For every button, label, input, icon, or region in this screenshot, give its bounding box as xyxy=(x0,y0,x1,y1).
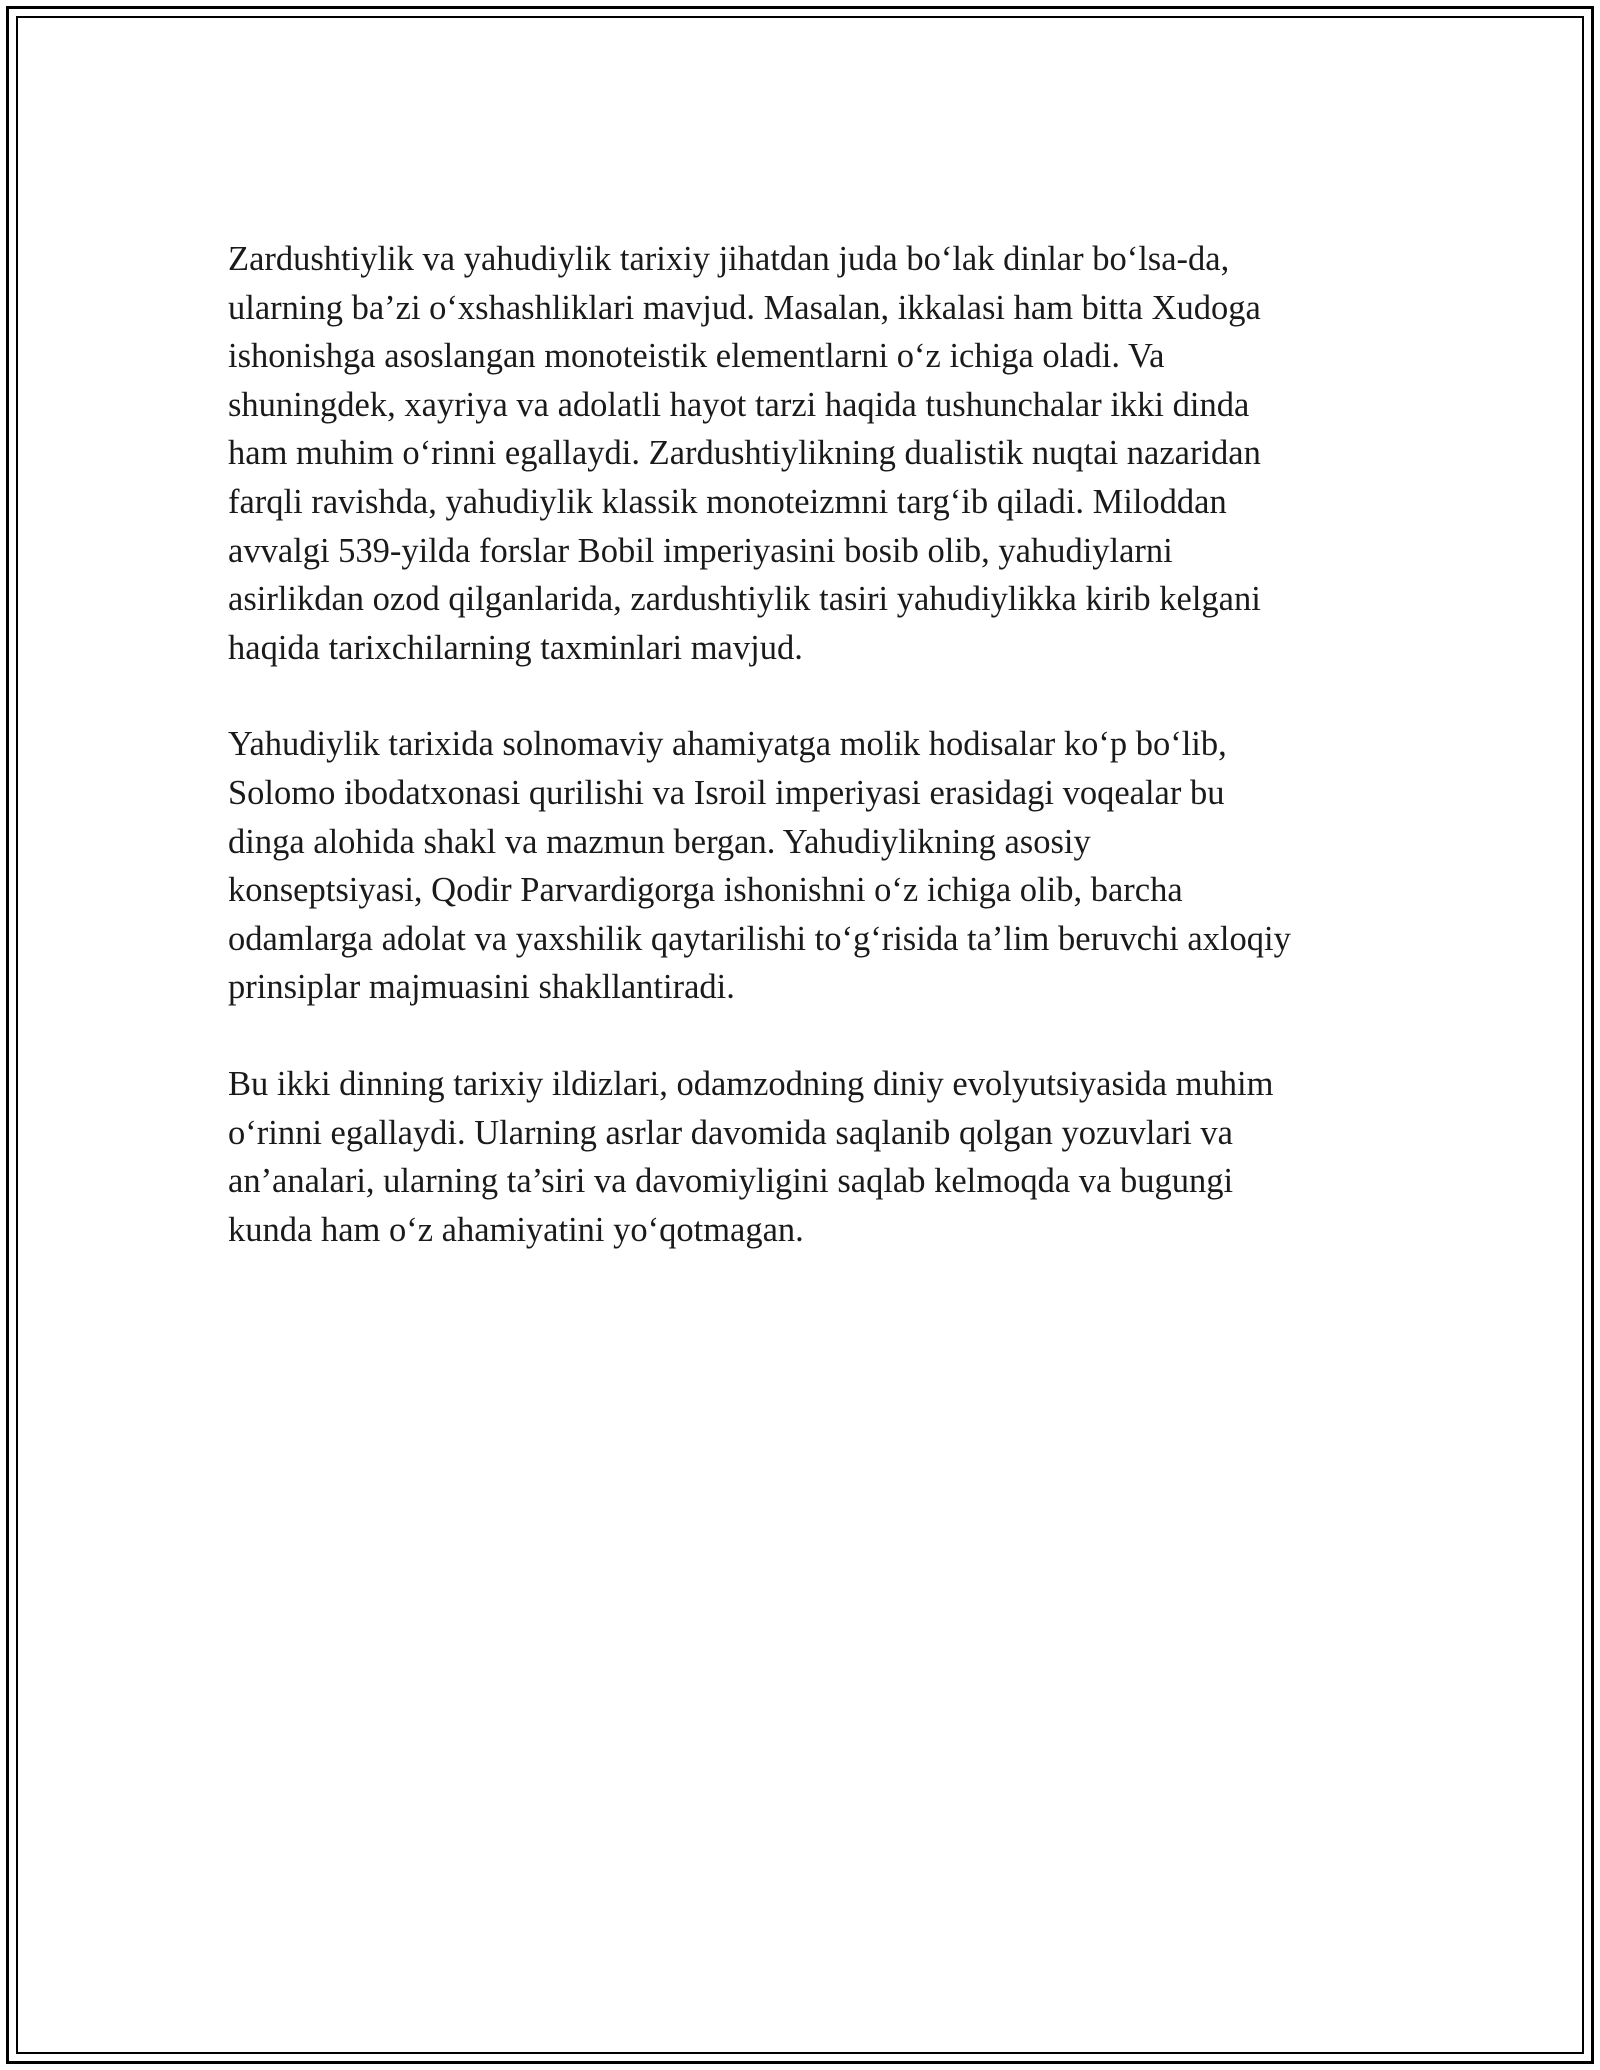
paragraph-historical-roots xyxy=(228,1060,1388,1254)
text-line: shuningdek, xayriya va adolatli hayot tarzi haqida tushunchalar ikki dinda xyxy=(228,385,1250,424)
text-line: Solomo ibodatxonasi qurilishi va Isroil imperiyasi erasidagi voqealar bu xyxy=(228,773,1225,812)
text-line: dinga alohida shakl va mazmun bergan. Yahudiylikning asosiy xyxy=(228,822,1091,861)
text-line: an’analari, ularning ta’siri va davomiyligini saqlab kelmoqda va bugungi xyxy=(228,1162,1234,1201)
text-line: Yahudiylik tarixida solnomaviy ahamiyatga molik hodisalar ko‘p bo‘lib, xyxy=(228,725,1227,764)
text-line: odamlarga adolat va yaxshilik qaytarilishi to‘g‘risida ta’lim beruvchi axloqiy xyxy=(228,919,1291,958)
text-line: ularning ba’zi o‘xshashliklari mavjud. Masalan, ikkalasi ham bitta Xudoga xyxy=(228,288,1261,327)
text-line: Bu ikki dinning tarixiy ildizlari, odamzodning diniy evolyutsiyasida muhim xyxy=(228,1064,1274,1103)
text-line: konseptsiyasi, Qodir Parvardigorga ishonishni o‘z ichiga olib, barcha xyxy=(228,871,1183,910)
text-line: haqida tarixchilarning taxminlari mavjud. xyxy=(228,628,803,667)
paragraph-judaism-history xyxy=(228,720,1388,1012)
text-line: prinsiplar majmuasini shakllantiradi. xyxy=(228,968,735,1007)
text-line: asirlikdan ozod qilganlarida, zardushtiylik tasiri yahudiylikka kirib kelgani xyxy=(228,580,1261,619)
text-line: kunda ham o‘z ahamiyatini yo‘qotmagan. xyxy=(228,1210,804,1249)
document-body xyxy=(228,235,1388,1302)
text-line: ishonishga asoslangan monoteistik elementlarni o‘z ichiga oladi. Va xyxy=(228,337,1165,376)
paragraph-zoroastrianism-judaism xyxy=(228,235,1388,672)
text-line: ham muhim o‘rinni egallaydi. Zardushtiylikning dualistik nuqtai nazaridan xyxy=(228,434,1261,473)
text-line: o‘rinni egallaydi. Ularning asrlar davomida saqlanib qolgan yozuvlari va xyxy=(228,1113,1233,1152)
text-line: farqli ravishda, yahudiylik klassik monoteizmni targ‘ib qiladi. Miloddan xyxy=(228,482,1227,521)
text-line: avvalgi 539-yilda forslar Bobil imperiyasini bosib olib, yahudiylarni xyxy=(228,531,1173,570)
text-line: Zardushtiylik va yahudiylik tarixiy jihatdan juda bo‘lak dinlar bo‘lsa-da, xyxy=(228,240,1230,278)
